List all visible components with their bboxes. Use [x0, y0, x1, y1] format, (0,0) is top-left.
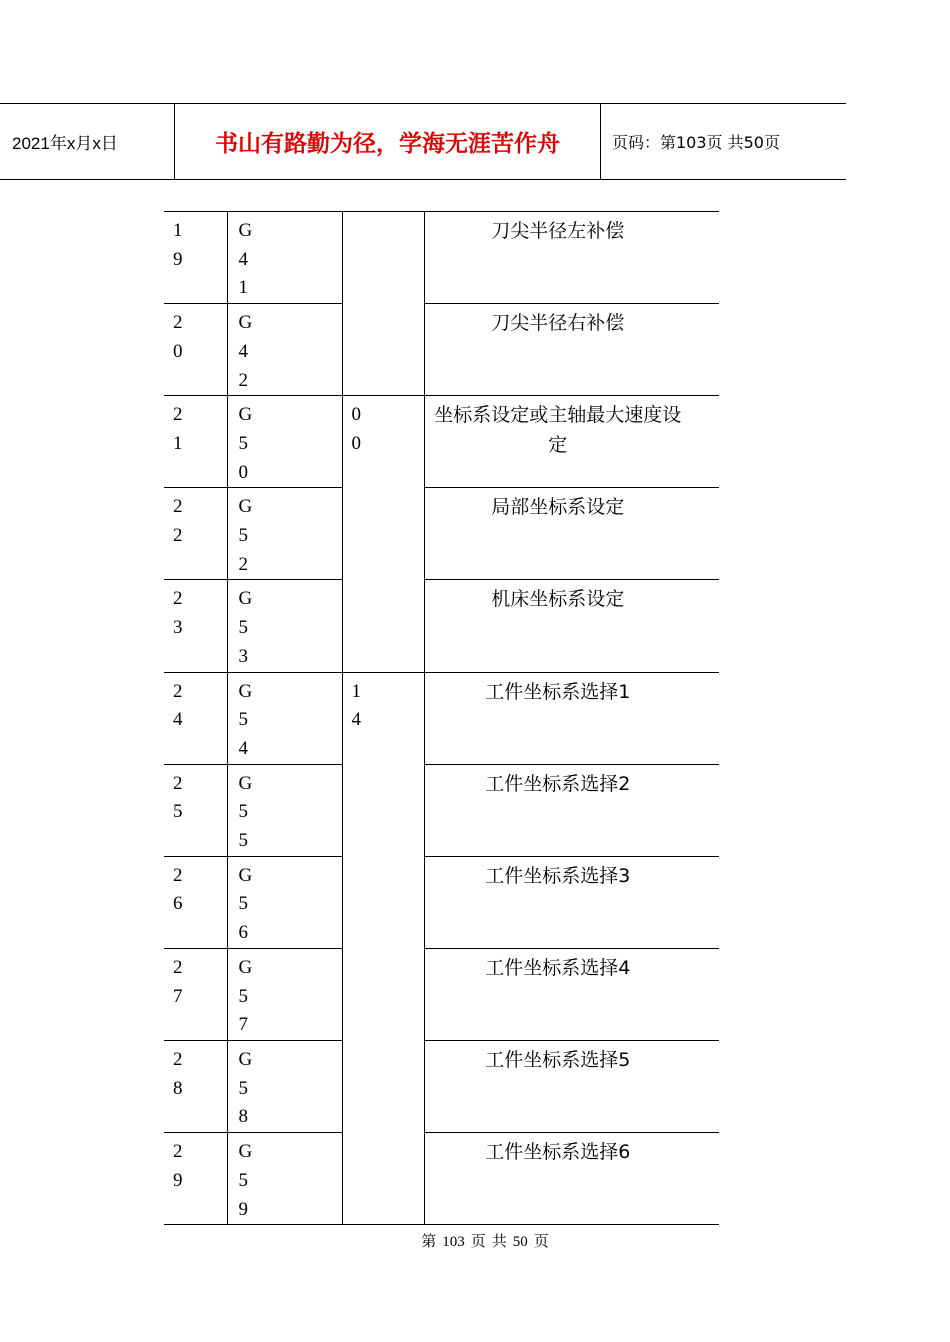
footer-total-number: 50 [512, 1234, 528, 1250]
row-index-cell: 2 9 [164, 1133, 227, 1225]
table-row [164, 948, 719, 1040]
description-cell: 机床坐标系设定 [424, 580, 719, 672]
description-cell: 局部坐标系设定 [424, 488, 719, 580]
table-row [164, 856, 719, 948]
page-header [0, 103, 846, 180]
table-row [164, 396, 719, 488]
description-cell: 工件坐标系选择6 [424, 1133, 719, 1225]
footer-total-label: 共 [491, 1234, 507, 1250]
description-cell: 工件坐标系选择2 [424, 764, 719, 856]
table-row [164, 212, 719, 304]
row-index-cell: 2 5 [164, 764, 227, 856]
table-row [164, 580, 719, 672]
description-cell: 刀尖半径右补偿 [424, 304, 719, 396]
g-code-cell: G 5 3 [227, 580, 342, 672]
table-row [164, 672, 719, 764]
description-cell: 工件坐标系选择5 [424, 1040, 719, 1132]
row-index-cell: 2 3 [164, 580, 227, 672]
table-row [164, 1133, 719, 1225]
row-index-cell: 2 8 [164, 1040, 227, 1132]
g-code-cell: G 4 2 [227, 304, 342, 396]
table-row [164, 764, 719, 856]
row-index-cell: 2 1 [164, 396, 227, 488]
page-footer [0, 1230, 950, 1251]
g-code-cell: G 5 6 [227, 856, 342, 948]
row-index-cell: 2 7 [164, 948, 227, 1040]
description-cell: 工件坐标系选择3 [424, 856, 719, 948]
group-cell [342, 212, 424, 396]
table-row [164, 1040, 719, 1132]
description-cell: 坐标系设定或主轴最大速度设定 [424, 396, 719, 488]
footer-total-unit: 页 [533, 1234, 549, 1250]
description-cell: 工件坐标系选择1 [424, 672, 719, 764]
g-code-cell: G 5 2 [227, 488, 342, 580]
g-code-cell: G 5 9 [227, 1133, 342, 1225]
table-row [164, 304, 719, 396]
footer-page-number: 103 [442, 1234, 465, 1250]
g-code-table [164, 211, 719, 1225]
description-cell: 工件坐标系选择4 [424, 948, 719, 1040]
footer-page-label: 第 [421, 1234, 437, 1250]
row-index-cell: 2 0 [164, 304, 227, 396]
row-index-cell: 2 2 [164, 488, 227, 580]
g-code-cell: G 5 4 [227, 672, 342, 764]
header-motto: 书山有路勤为径，学海无涯苦作舟 [174, 104, 601, 179]
footer-page-unit: 页 [470, 1234, 486, 1250]
row-index-cell: 2 4 [164, 672, 227, 764]
g-code-cell: G 5 0 [227, 396, 342, 488]
g-code-cell: G 4 1 [227, 212, 342, 304]
group-cell: 0 0 [342, 396, 424, 672]
description-cell: 刀尖半径左补偿 [424, 212, 719, 304]
row-index-cell: 2 6 [164, 856, 227, 948]
header-page-info: 页码：第103页 共50页 [612, 133, 780, 152]
header-date: 2021年x月x日 [12, 134, 118, 153]
group-cell: 1 4 [342, 672, 424, 1225]
g-code-cell: G 5 7 [227, 948, 342, 1040]
g-code-cell: G 5 8 [227, 1040, 342, 1132]
g-code-cell: G 5 5 [227, 764, 342, 856]
row-index-cell: 1 9 [164, 212, 227, 304]
table-row [164, 488, 719, 580]
